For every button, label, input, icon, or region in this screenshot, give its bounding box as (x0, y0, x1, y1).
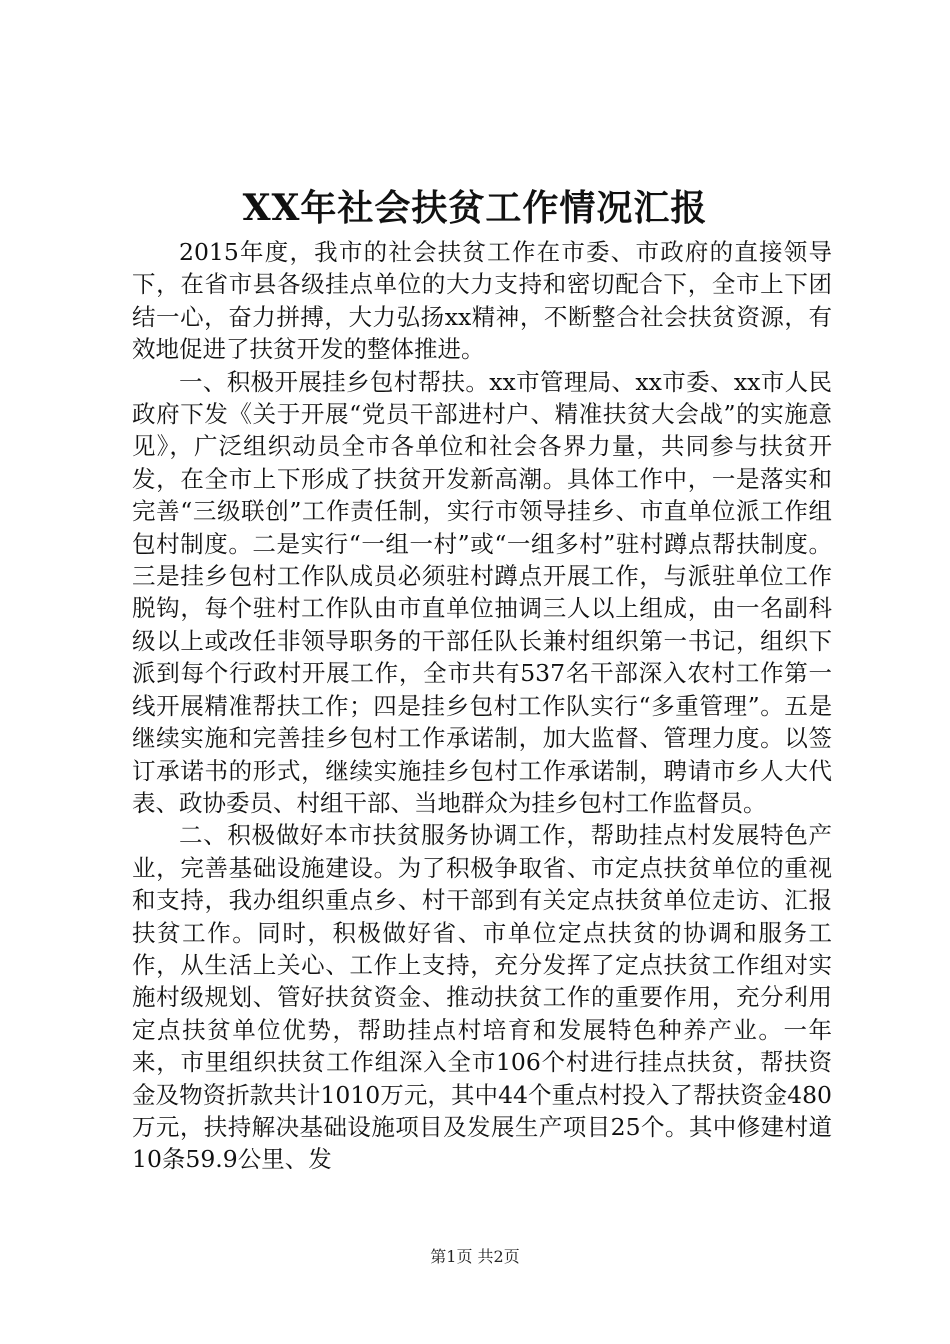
document-title: XX年社会扶贫工作情况汇报 (242, 187, 708, 229)
paragraph-section-two: 二、积极做好本市扶贫服务协调工作，帮助挂点村发展特色产业，完善基础设施建设。为了积极争取省、市定点扶贫单位的重视和支持，我办组织重点乡、村干部到有关定点扶贫单位走访、汇报扶贫工作。同时，积极做好省、市单位定点扶贫的协调和服务工作，从生活上关心、工作上支持，充分发挥了定点扶贫工作组对实施村级规划、管好扶贫资金、推动扶贫工作的重要作用，充分利用定点扶贫单位优势，帮助挂点村培育和发展特色种养产业。一年来，市里组织扶贫工作组深入全市106个村进行挂点扶贫，帮扶资金及物资折款共计1010万元，其中44个重点村投入了帮扶资金480万元，扶持解决基础设施项目及发展生产项目25个。其中修建村道10条59.9公里、发 (132, 821, 832, 1174)
paragraph-section-one: 一、积极开展挂乡包村帮扶。xx市管理局、xx市委、xx市人民政府下发《关于开展“党员干部进村户、精准扶贫大会战”的实施意见》，广泛组织动员全市各单位和社会各界力量，共同参与扶贫开发，在全市上下形成了扶贫开发新高潮。具体工作中，一是落实和完善“三级联创”工作责任制，实行市领导挂乡、市直单位派工作组包村制度。二是实行“一组一村”或“一组多村”驻村蹲点帮扶制度。三是挂乡包村工作队成员必须驻村蹲点开展工作，与派驻单位工作脱钩，每个驻村工作队由市直单位抽调三人以上组成，由一名副科级以上或改任非领导职务的干部任队长兼村组织第一书记，组织下派到每个行政村开展工作，全市共有537名干部深入农村工作第一线开展精准帮扶工作；四是挂乡包村工作队实行“多重管理”。五是继续实施和完善挂乡包村工作承诺制，加大监督、管理力度。以签订承诺书的形式，继续实施挂乡包村工作承诺制，聘请市乡人大代表、政协委员、村组干部、当地群众为挂乡包村工作监督员。 (132, 367, 832, 817)
document-body (132, 236, 832, 1176)
paragraph-intro: 2015年度，我市的社会扶贫工作在市委、市政府的直接领导下，在省市县各级挂点单位的大力支持和密切配合下，全市上下团结一心，奋力拼搏，大力弘扬xx精神，不断整合社会扶贫资源，有效地促进了扶贫开发的整体推进。 (132, 238, 832, 364)
page-footer: 第1页 共2页 (430, 1247, 520, 1266)
